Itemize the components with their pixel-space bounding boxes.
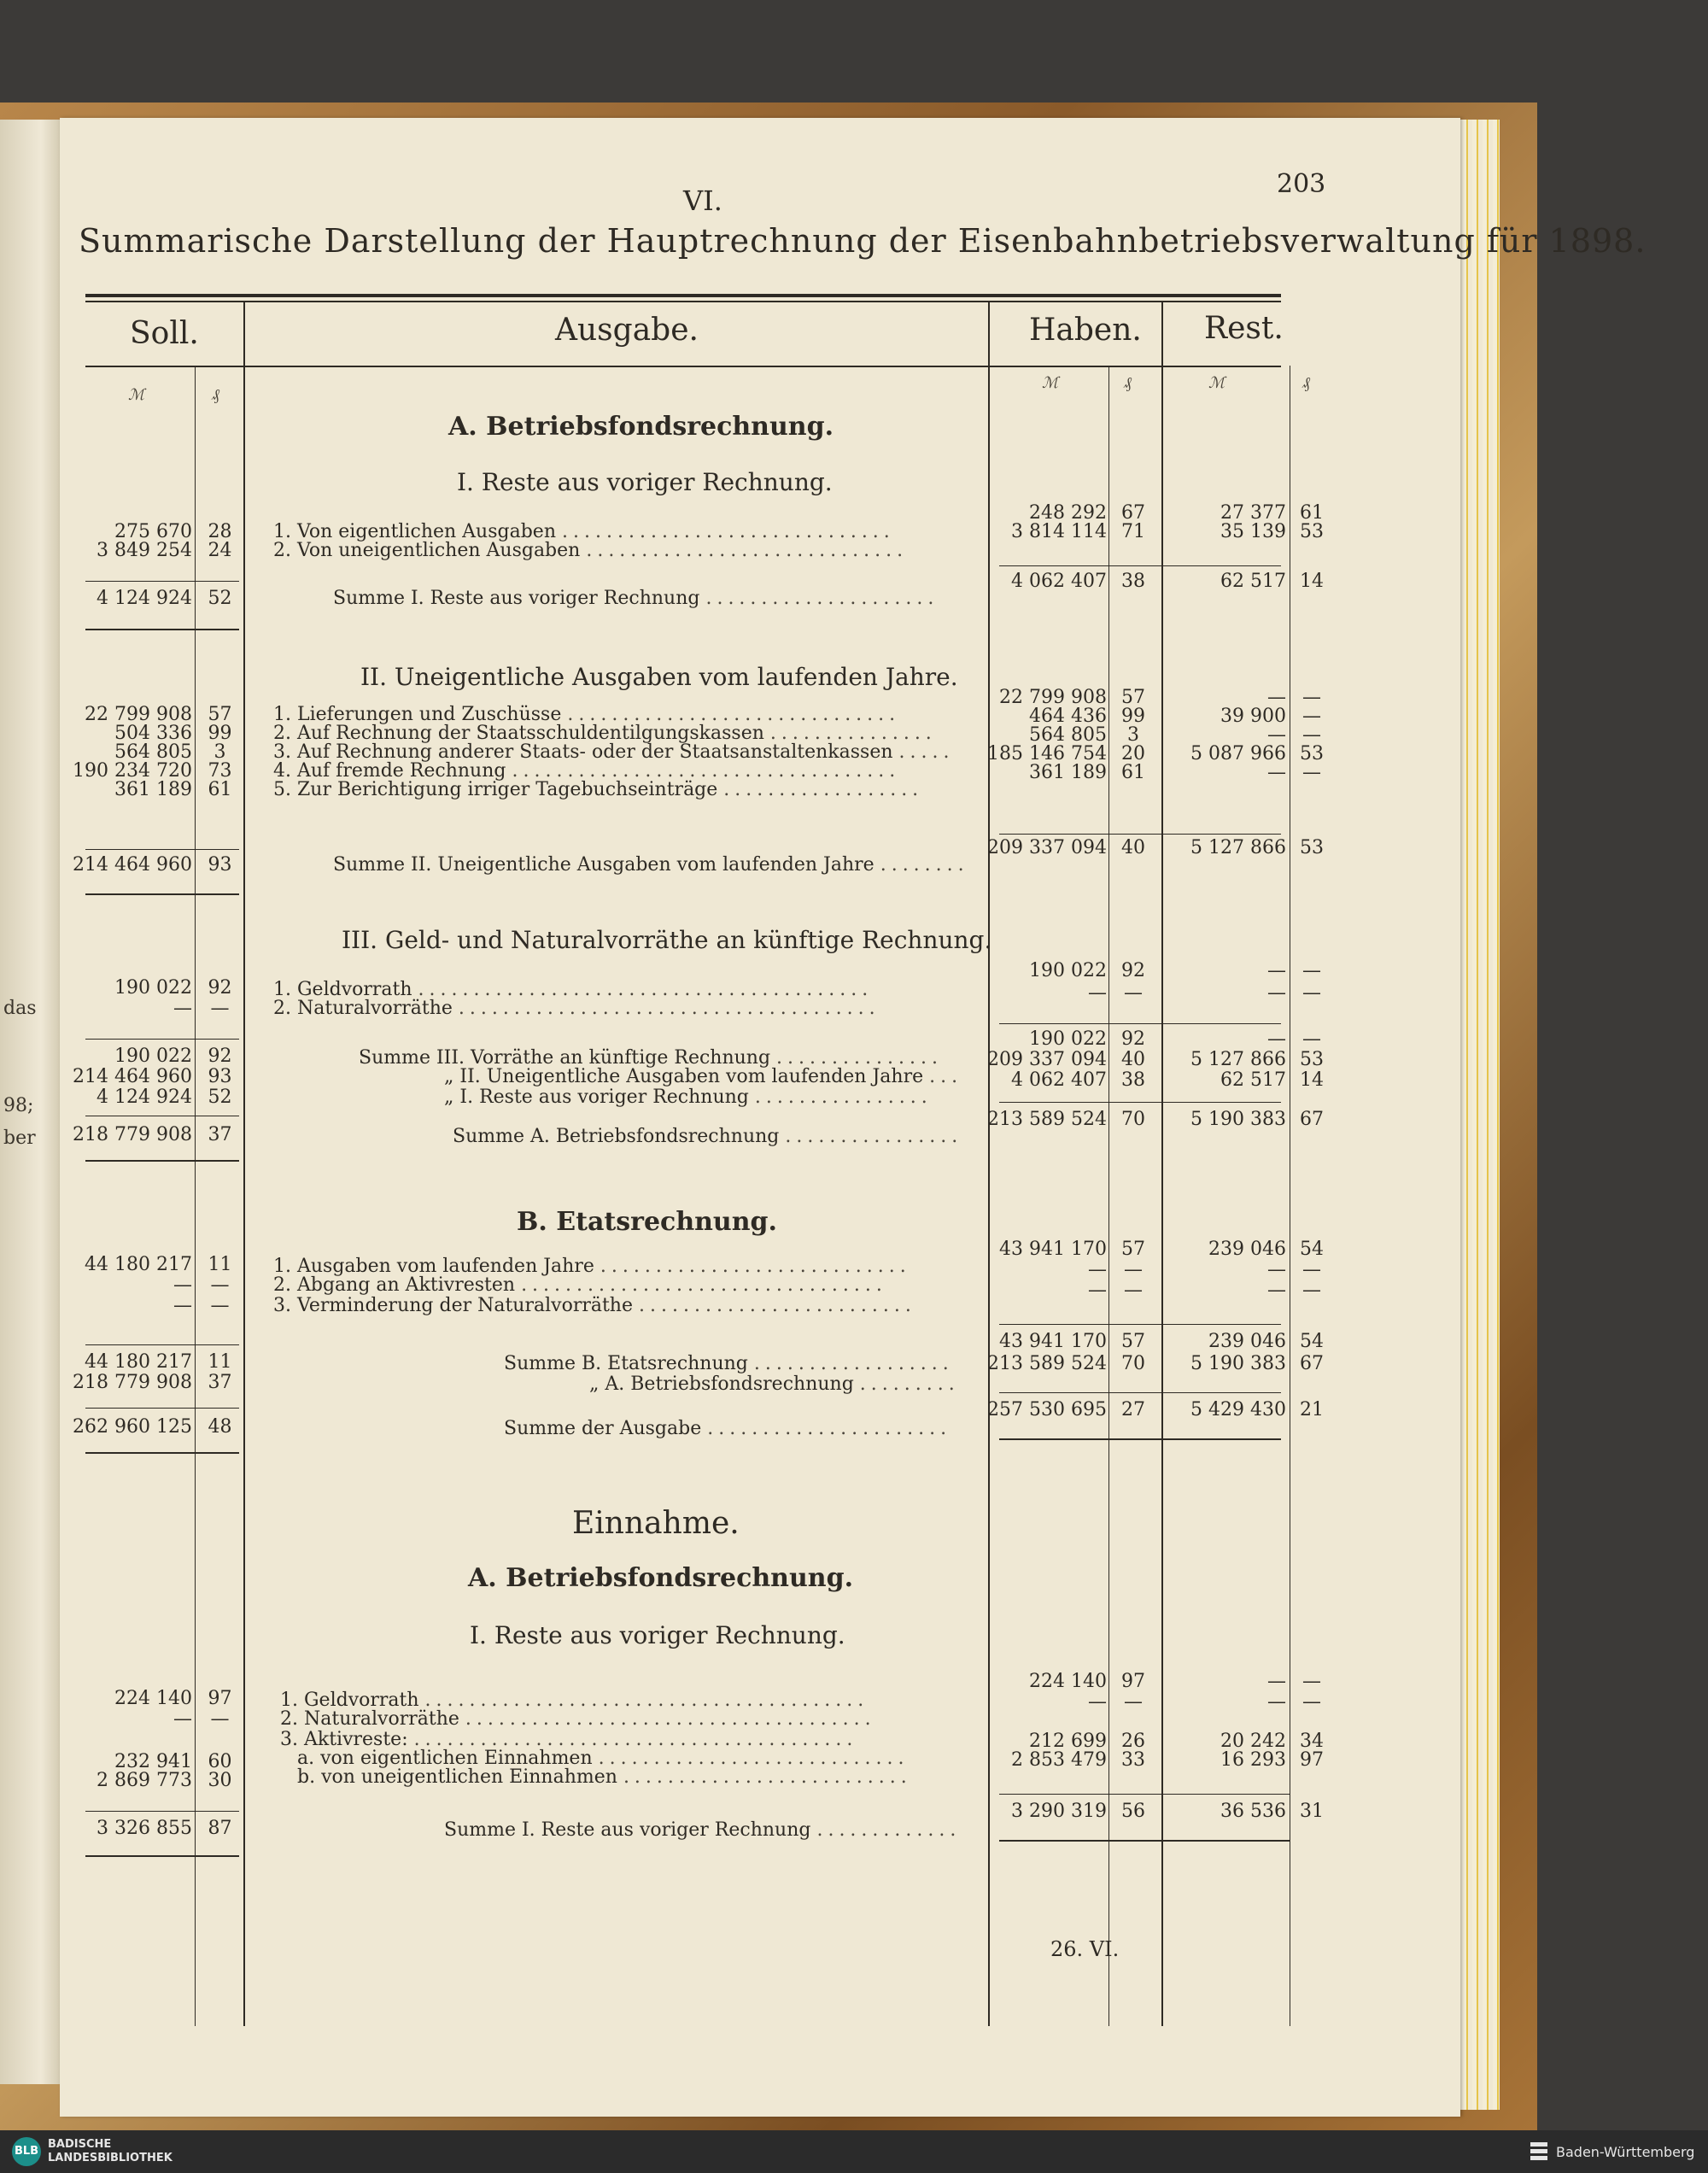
soll-pf-cell: 99 [208, 723, 232, 744]
sum-rule [999, 1102, 1281, 1103]
soll-mark-cell: 190 022 [114, 1046, 192, 1067]
rest-mark-cell: 5 087 966 [1190, 743, 1286, 764]
soll-mark-cell: 361 189 [114, 779, 192, 800]
rest-pf-cell: — [1302, 762, 1321, 783]
soll-pf-cell: 37 [208, 1372, 232, 1393]
soll-pf-cell: 11 [208, 1351, 232, 1373]
section-end-rule [999, 1840, 1290, 1842]
left-page-fragment: 98; [3, 1095, 34, 1116]
soll-pf-cell: 48 [208, 1416, 232, 1438]
soll-mark-cell: 275 670 [114, 521, 192, 542]
rest-pf-cell: — [1302, 724, 1321, 746]
soll-mark-cell: — [173, 1274, 192, 1296]
rest-pf-cell: 14 [1300, 1069, 1324, 1091]
column-head-haben: Haben. [1029, 313, 1142, 348]
left-page-fragment: das [3, 998, 37, 1019]
rest-pf-cell: 53 [1300, 837, 1324, 858]
haben-pf-cell: 57 [1121, 1239, 1145, 1260]
haben-mark-cell: 224 140 [1029, 1671, 1107, 1692]
soll-pf-cell: — [210, 1274, 230, 1296]
section-heading: B. Etatsrechnung. [517, 1207, 777, 1237]
haben-mark-cell: 2 853 479 [1011, 1749, 1107, 1771]
soll-mark-cell: 504 336 [114, 723, 192, 744]
soll-mark-cell: 44 180 217 [85, 1351, 192, 1373]
section-heading: A. Betriebsfondsrechnung. [468, 1563, 854, 1593]
soll-mark-cell: 22 799 908 [85, 704, 192, 725]
rest-mark-cell: 36 536 [1220, 1801, 1286, 1822]
row-label: 3. Auf Rechnung anderer Staats- oder der Staatsanstaltenkassen ..... [273, 741, 955, 763]
rest-pf-cell: 53 [1300, 521, 1324, 542]
haben-pf-cell: — [1124, 1280, 1143, 1301]
soll-pf-cell: 52 [208, 588, 232, 609]
section-end-rule [999, 1438, 1281, 1440]
section-end-rule [85, 1160, 239, 1162]
soll-mark-cell: — [173, 1708, 192, 1730]
row-label: 3. Verminderung der Naturalvorräthe ......................... [273, 1295, 916, 1316]
soll-pf-cell: 97 [208, 1688, 232, 1709]
rest-mark-cell: — [1267, 960, 1286, 981]
row-label: 2. Abgang an Aktivresten ................................. [273, 1274, 887, 1296]
row-label: 5. Zur Berichtigung irriger Tagebuchseinträge .................. [273, 779, 924, 800]
section-heading: Einnahme. [572, 1506, 740, 1541]
haben-pf-cell: 70 [1121, 1353, 1145, 1374]
rest-mark-cell: 5 429 430 [1190, 1399, 1286, 1420]
column-divider-soll-pf [195, 366, 196, 2026]
row-label: 1. Geldvorrath ........................................ [280, 1690, 869, 1711]
haben-pf-cell: 57 [1121, 687, 1145, 708]
rest-mark-cell: 16 293 [1220, 1749, 1286, 1771]
haben-mark-cell: 4 062 407 [1011, 1069, 1107, 1091]
haben-mark-cell: 212 699 [1029, 1731, 1107, 1752]
sum-rule [999, 1324, 1281, 1325]
section-heading: A. Betriebsfondsrechnung. [448, 412, 834, 442]
rest-mark-cell: — [1267, 1028, 1286, 1050]
soll-mark-cell: 262 960 125 [73, 1416, 192, 1438]
haben-pf-cell: 20 [1121, 743, 1145, 764]
soll-pf-cell: 28 [208, 521, 232, 542]
haben-pf-cell: 3 [1127, 724, 1139, 746]
page-number: 203 [1277, 169, 1326, 199]
haben-mark-cell: 361 189 [1029, 762, 1107, 783]
column-head-soll: Soll. [130, 316, 199, 351]
soll-mark-cell: 4 124 924 [97, 1086, 192, 1108]
column-divider-haben [1161, 301, 1163, 2026]
rest-mark-cell: — [1267, 1280, 1286, 1301]
row-label: Summe der Ausgabe ...................... [504, 1418, 952, 1439]
haben-pf-cell: 70 [1121, 1109, 1145, 1130]
soll-pf-cell: 37 [208, 1124, 232, 1145]
rest-pf-cell: 54 [1300, 1331, 1324, 1352]
soll-mark-cell: 232 941 [114, 1751, 192, 1772]
rest-pf-cell: 31 [1300, 1801, 1324, 1822]
soll-pf-cell: 60 [208, 1751, 232, 1772]
soll-pf-cell: 92 [208, 977, 232, 999]
row-label: 2. Auf Rechnung der Staatsschuldentilgungskassen ............... [273, 723, 937, 744]
haben-mark-cell: 43 941 170 [999, 1239, 1107, 1260]
haben-pf-cell: 97 [1121, 1671, 1145, 1692]
haben-mark-cell: 248 292 [1029, 502, 1107, 524]
rest-mark-cell: — [1267, 724, 1286, 746]
section-heading: III. Geld- und Naturalvorräthe an künftige Rechnung. [342, 926, 992, 954]
soll-mark-cell: 3 326 855 [97, 1818, 192, 1839]
haben-pf-cell: 40 [1121, 837, 1145, 858]
soll-mark-cell: 214 464 960 [73, 1066, 192, 1087]
haben-pf-cell: — [1124, 1691, 1143, 1713]
rest-pf-cell: 97 [1300, 1749, 1324, 1771]
row-label: b. von uneigentlichen Einnahmen .......................... [297, 1766, 912, 1788]
haben-mark-cell: 209 337 094 [987, 1049, 1107, 1070]
soll-pf-cell: — [210, 1708, 230, 1730]
sum-rule [999, 565, 1281, 566]
haben-pf-cell: — [1124, 982, 1143, 1004]
rest-mark-cell: — [1267, 1691, 1286, 1713]
rest-pf-cell: 53 [1300, 743, 1324, 764]
unit-mark-haben: ℳ [1042, 374, 1059, 392]
unit-mark-rest: ℳ [1208, 374, 1225, 392]
left-page-fragment: ber [3, 1128, 36, 1149]
haben-pf-cell: 67 [1121, 502, 1145, 524]
soll-mark-cell: 218 779 908 [73, 1372, 192, 1393]
rest-pf-cell: — [1302, 1671, 1321, 1692]
table-top-rule-thin [85, 301, 1281, 302]
row-label: „ A. Betriebsfondsrechnung ......... [589, 1374, 960, 1395]
rest-pf-cell: 54 [1300, 1239, 1324, 1260]
row-label: „ II. Uneigentliche Ausgaben vom laufenden Jahre ... [444, 1066, 963, 1087]
section-end-rule [85, 893, 239, 895]
rest-pf-cell: — [1302, 1691, 1321, 1713]
row-label: Summe III. Vorräthe an künftige Rechnung ............... [359, 1047, 943, 1069]
soll-mark-cell: 224 140 [114, 1688, 192, 1709]
rest-pf-cell: — [1302, 1280, 1321, 1301]
haben-mark-cell: 4 062 407 [1011, 571, 1107, 592]
rest-mark-cell: — [1267, 762, 1286, 783]
soll-pf-cell: 24 [208, 540, 232, 561]
sum-rule [85, 581, 239, 582]
rest-mark-cell: 62 517 [1220, 571, 1286, 592]
soll-pf-cell: 92 [208, 1046, 232, 1067]
rest-mark-cell: 5 190 383 [1190, 1353, 1286, 1374]
soll-pf-cell: — [210, 998, 230, 1019]
haben-pf-cell: 61 [1121, 762, 1145, 783]
rest-mark-cell: 20 242 [1220, 1731, 1286, 1752]
section-heading: I. Reste aus voriger Rechnung. [470, 1621, 845, 1649]
soll-mark-cell: 44 180 217 [85, 1254, 192, 1275]
haben-mark-cell: 464 436 [1029, 706, 1107, 727]
sum-rule [999, 834, 1281, 835]
blb-logo: BLB [12, 2137, 41, 2166]
rest-mark-cell: 5 127 866 [1190, 837, 1286, 858]
soll-mark-cell: 190 022 [114, 977, 192, 999]
soll-pf-cell: — [210, 1295, 230, 1316]
haben-pf-cell: 33 [1121, 1749, 1145, 1771]
rest-mark-cell: 27 377 [1220, 502, 1286, 524]
haben-mark-cell: 213 589 524 [987, 1353, 1107, 1374]
sum-rule [999, 1392, 1281, 1393]
soll-mark-cell: — [173, 1295, 192, 1316]
row-label: 2. Naturalvorräthe ...................................... [273, 998, 880, 1019]
rest-mark-cell: 35 139 [1220, 521, 1286, 542]
rest-mark-cell: 239 046 [1208, 1239, 1286, 1260]
haben-mark-cell: 564 805 [1029, 724, 1107, 746]
rest-pf-cell: 53 [1300, 1049, 1324, 1070]
row-label: 4. Auf fremde Rechnung ................................... [273, 760, 901, 782]
rest-mark-cell: 239 046 [1208, 1331, 1286, 1352]
haben-mark-cell: 3 814 114 [1011, 521, 1107, 542]
sum-rule [999, 1794, 1290, 1795]
soll-mark-cell: 214 464 960 [73, 854, 192, 876]
rest-pf-cell: — [1302, 982, 1321, 1004]
unit-pf-soll: ₰ [212, 386, 219, 404]
section-roman: VI. [683, 184, 722, 217]
unit-mark-soll: ℳ [128, 386, 145, 404]
haben-mark-cell: 185 146 754 [987, 743, 1107, 764]
haben-pf-cell: 57 [1121, 1331, 1145, 1352]
sum-rule [85, 1344, 239, 1345]
rest-pf-cell: 61 [1300, 502, 1324, 524]
left-page-edge [0, 120, 68, 2084]
soll-pf-cell: 93 [208, 1066, 232, 1087]
rest-mark-cell: — [1267, 982, 1286, 1004]
rest-mark-cell: — [1267, 687, 1286, 708]
row-label: 2. Naturalvorräthe ..................................... [280, 1708, 876, 1730]
table-header-rule [85, 366, 1281, 367]
row-label: Summe I. Reste aus voriger Rechnung ..................... [333, 588, 939, 609]
haben-mark-cell: 213 589 524 [987, 1109, 1107, 1130]
unit-pf-haben: ₰ [1124, 374, 1132, 392]
haben-mark-cell: — [1088, 1259, 1107, 1280]
haben-pf-cell: 92 [1121, 960, 1145, 981]
haben-pf-cell: 56 [1121, 1801, 1145, 1822]
sum-rule [85, 1039, 239, 1040]
soll-pf-cell: 3 [214, 741, 226, 763]
row-label: 1. Von eigentlichen Ausgaben .............................. [273, 521, 895, 542]
soll-mark-cell: — [173, 998, 192, 1019]
state-emblem-icon [1529, 2141, 1549, 2163]
document-page [60, 118, 1647, 2117]
rest-pf-cell: — [1302, 1259, 1321, 1280]
section-heading: II. Uneigentliche Ausgaben vom laufenden Jahre. [360, 663, 958, 691]
row-label: Summe B. Etatsrechnung .................. [504, 1353, 954, 1374]
rest-mark-cell: 5 190 383 [1190, 1109, 1286, 1130]
row-label: „ I. Reste aus voriger Rechnung ................ [444, 1086, 933, 1108]
soll-pf-cell: 87 [208, 1818, 232, 1839]
haben-mark-cell: — [1088, 1691, 1107, 1713]
soll-pf-cell: 30 [208, 1770, 232, 1791]
haben-pf-cell: 38 [1121, 1069, 1145, 1091]
soll-mark-cell: 4 124 924 [97, 588, 192, 609]
sum-rule [999, 1023, 1281, 1024]
column-head-ausgabe: Ausgabe. [555, 313, 699, 348]
rest-mark-cell: — [1267, 1671, 1286, 1692]
soll-pf-cell: 61 [208, 779, 232, 800]
section-end-rule [85, 1855, 239, 1857]
rest-pf-cell: 14 [1300, 571, 1324, 592]
rest-pf-cell: 67 [1300, 1109, 1324, 1130]
haben-mark-cell: 190 022 [1029, 1028, 1107, 1050]
row-label: 1. Geldvorrath ......................................... [273, 979, 874, 1000]
table-top-rule [85, 294, 1281, 297]
soll-pf-cell: 73 [208, 760, 232, 782]
library-name: BADISCHE LANDESBIBLIOTHEK [48, 2138, 173, 2164]
haben-pf-cell: 71 [1121, 521, 1145, 542]
haben-mark-cell: 190 022 [1029, 960, 1107, 981]
state-name: Baden-Württemberg [1556, 2144, 1695, 2160]
haben-pf-cell: — [1124, 1259, 1143, 1280]
haben-mark-cell: 3 290 319 [1011, 1801, 1107, 1822]
haben-mark-cell: 22 799 908 [999, 687, 1107, 708]
haben-mark-cell: 257 530 695 [987, 1399, 1107, 1420]
rest-pf-cell: — [1302, 960, 1321, 981]
haben-mark-cell: — [1088, 1280, 1107, 1301]
row-label: a. von eigentlichen Einnahmen ............................ [297, 1748, 910, 1769]
sum-rule [85, 1811, 239, 1812]
soll-pf-cell: 93 [208, 854, 232, 876]
soll-pf-cell: 57 [208, 704, 232, 725]
soll-pf-cell: 11 [208, 1254, 232, 1275]
rest-mark-cell: 5 127 866 [1190, 1049, 1286, 1070]
soll-mark-cell: 2 869 773 [97, 1770, 192, 1791]
row-label: Summe I. Reste aus voriger Rechnung ............. [444, 1819, 962, 1841]
haben-mark-cell: — [1088, 982, 1107, 1004]
unit-pf-rest: ₰ [1302, 374, 1310, 392]
column-divider-haben-pf [1108, 366, 1109, 2026]
soll-mark-cell: 218 779 908 [73, 1124, 192, 1145]
section-heading: I. Reste aus voriger Rechnung. [457, 468, 833, 496]
row-label: 3. Aktivreste: ........................................ [280, 1729, 858, 1750]
rest-mark-cell: — [1267, 1259, 1286, 1280]
rest-mark-cell: 39 900 [1220, 706, 1286, 727]
soll-pf-cell: 52 [208, 1086, 232, 1108]
haben-pf-cell: 40 [1121, 1049, 1145, 1070]
footer-code: 26. VI. [1050, 1937, 1120, 1961]
haben-mark-cell: 43 941 170 [999, 1331, 1107, 1352]
section-end-rule [85, 629, 239, 630]
haben-pf-cell: 99 [1121, 706, 1145, 727]
sum-rule [85, 1408, 239, 1409]
soll-mark-cell: 564 805 [114, 741, 192, 763]
haben-pf-cell: 38 [1121, 571, 1145, 592]
rest-pf-cell: 34 [1300, 1731, 1324, 1752]
rest-mark-cell: 62 517 [1220, 1069, 1286, 1091]
sum-rule [85, 849, 239, 850]
row-label: Summe A. Betriebsfondsrechnung ................ [453, 1126, 963, 1147]
section-end-rule [85, 1452, 239, 1454]
row-label: 2. Von uneigentlichen Ausgaben ............................. [273, 540, 909, 561]
repository-footer [0, 2130, 1708, 2173]
haben-pf-cell: 92 [1121, 1028, 1145, 1050]
haben-mark-cell: 209 337 094 [987, 837, 1107, 858]
row-label: 1. Ausgaben vom laufenden Jahre ............................ [273, 1256, 911, 1277]
rest-pf-cell: — [1302, 687, 1321, 708]
rest-pf-cell: 67 [1300, 1353, 1324, 1374]
row-label: Summe II. Uneigentliche Ausgaben vom laufenden Jahre ........ [333, 854, 969, 876]
soll-mark-cell: 190 234 720 [73, 760, 192, 782]
soll-mark-cell: 3 849 254 [97, 540, 192, 561]
haben-pf-cell: 27 [1121, 1399, 1145, 1420]
rest-pf-cell: — [1302, 706, 1321, 727]
rest-pf-cell: — [1302, 1028, 1321, 1050]
column-divider-ausgabe [988, 301, 990, 2026]
row-label: 1. Lieferungen und Zuschüsse .............................. [273, 704, 901, 725]
rest-pf-cell: 21 [1300, 1399, 1324, 1420]
column-divider-soll [243, 301, 245, 2026]
page-title: Summarische Darstellung der Hauptrechnung der Eisenbahnbetriebsverwaltung für 1898. [79, 222, 1647, 260]
haben-pf-cell: 26 [1121, 1731, 1145, 1752]
column-head-rest: Rest. [1204, 311, 1284, 346]
